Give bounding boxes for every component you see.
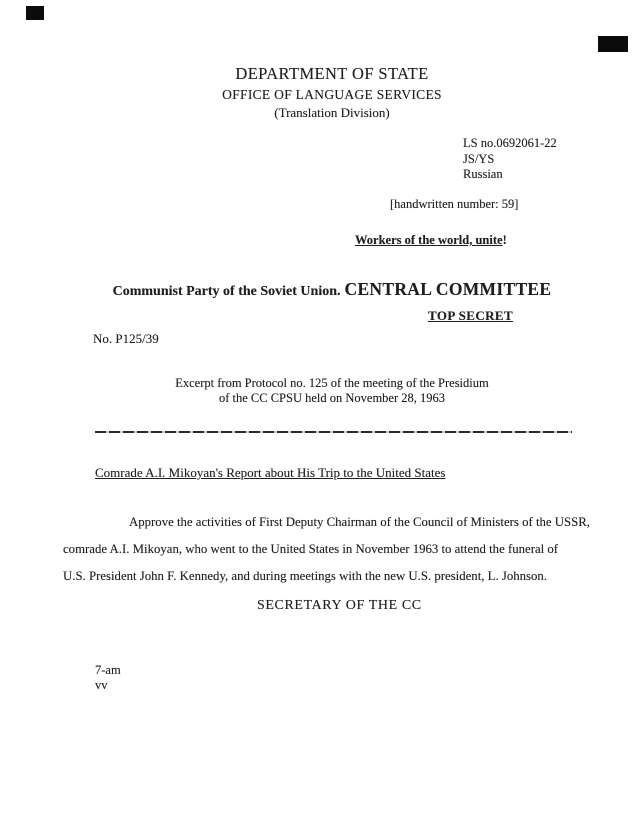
protocol-number: No. P125/39 bbox=[93, 331, 159, 346]
resolution-paragraph bbox=[63, 509, 590, 590]
resolution-line-1: Approve the activities of First Deputy Chairman of the Council of Ministers of the USSR, bbox=[129, 515, 590, 529]
resolution-line-3: U.S. President John F. Kennedy, and during meetings with the new U.S. president, L. Johnson. bbox=[63, 569, 548, 583]
typist-reference-line-2: vv bbox=[95, 678, 108, 692]
central-committee-title: CENTRAL COMMITTEE bbox=[344, 279, 552, 299]
excerpt-heading-line-2: of the CC CPSU held on November 28, 1963 bbox=[218, 391, 446, 405]
handwritten-number-note: [handwritten number: 59] bbox=[390, 197, 519, 211]
letterhead-department: DEPARTMENT OF STATE bbox=[235, 64, 429, 83]
slogan-exclamation: ! bbox=[502, 233, 507, 247]
excerpt-heading-line-1: Excerpt from Protocol no. 125 of the meeting of the Presidium bbox=[175, 376, 489, 390]
reference-translator-initials: JS/YS bbox=[463, 151, 495, 166]
resolution-line-2: comrade A.I. Mikoyan, who went to the United States in November 1963 to attend the funeral of bbox=[63, 542, 559, 556]
slogan-text: Workers of the world, unite bbox=[355, 233, 503, 247]
typist-reference-block bbox=[95, 663, 121, 693]
letterhead bbox=[28, 64, 636, 121]
scan-artifact-mark-top-left bbox=[26, 6, 44, 20]
classification-stamp: TOP SECRET bbox=[428, 308, 514, 323]
letterhead-division: (Translation Division) bbox=[274, 105, 390, 120]
scan-artifact-mark-right bbox=[598, 36, 628, 52]
reference-source-language: Russian bbox=[463, 167, 503, 181]
dashed-divider-rule bbox=[95, 431, 572, 433]
party-name: Communist Party of the Soviet Union. bbox=[112, 284, 341, 299]
letterhead-office: OFFICE OF LANGUAGE SERVICES bbox=[222, 87, 442, 102]
reference-block bbox=[463, 136, 557, 183]
party-heading bbox=[28, 279, 636, 300]
report-heading: Comrade A.I. Mikoyan's Report about His Trip to the United States bbox=[95, 465, 446, 480]
slogan-line bbox=[355, 233, 507, 248]
excerpt-heading bbox=[28, 376, 636, 406]
reference-ls-number: LS no.0692061-22 bbox=[463, 136, 557, 150]
signature-line: SECRETARY OF THE CC bbox=[257, 598, 422, 613]
typist-reference-line-1: 7-am bbox=[95, 663, 121, 677]
